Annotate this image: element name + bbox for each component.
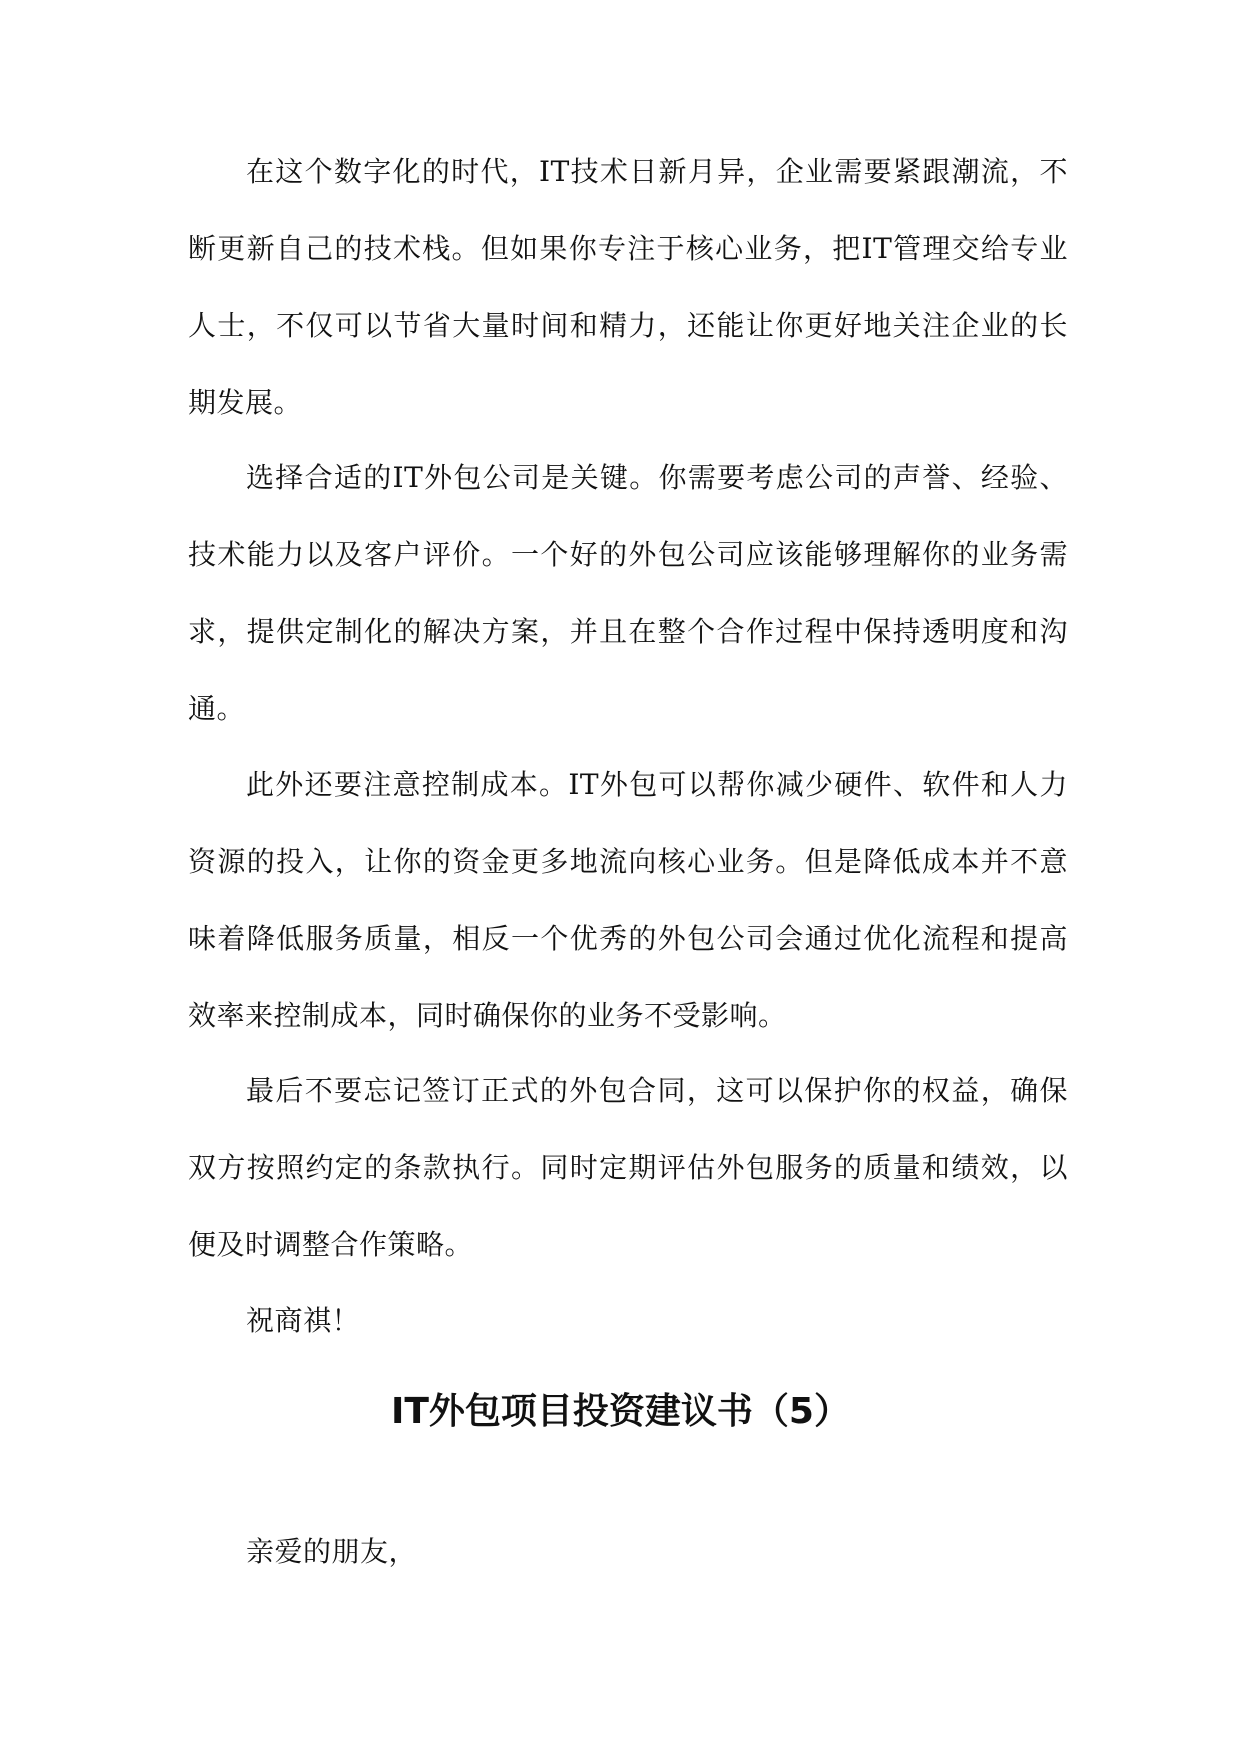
paragraph-text: 此外还要注意控制成本。IT外包可以帮你减少硬件、软件和人力资源的投入，让你的资金更多地流向核心业务。但是降低成本并不意味着降低服务质量，相反一个优秀的外包公司会通过优化流程和提高效率来控制成本，同时确保你的业务不受影响。 bbox=[188, 768, 1068, 1032]
paragraph-digital-era bbox=[188, 133, 1068, 441]
paragraph-text: 在这个数字化的时代，IT技术日新月异，企业需要紧跟潮流，不断更新自己的技术栈。但如果你专注于核心业务，把IT管理交给专业人士，不仅可以节省大量时间和精力，还能让你更好地关注企业的长期发展。 bbox=[188, 155, 1068, 419]
paragraph-text: 选择合适的IT外包公司是关键。你需要考虑公司的声誉、经验、技术能力以及客户评价。一个好的外包公司应该能够理解你的业务需求，提供定制化的解决方案，并且在整个合作过程中保持透明度和沟通。 bbox=[188, 461, 1068, 725]
paragraph-closing bbox=[188, 1282, 1068, 1359]
paragraph-cost-control bbox=[188, 746, 1068, 1054]
paragraph-contract bbox=[188, 1052, 1068, 1283]
closing-text: 祝商祺！ bbox=[246, 1304, 361, 1337]
paragraph-greeting bbox=[188, 1513, 1068, 1590]
section-title: IT外包项目投资建议书（5） bbox=[390, 1391, 850, 1432]
paragraph-text: 最后不要忘记签订正式的外包合同，这可以保护你的权益，确保双方按照约定的条款执行。同时定期评估外包服务的质量和绩效，以便及时调整合作策略。 bbox=[188, 1074, 1068, 1261]
paragraph-choose-company bbox=[188, 439, 1068, 747]
greeting-text: 亲爱的朋友， bbox=[246, 1535, 418, 1568]
